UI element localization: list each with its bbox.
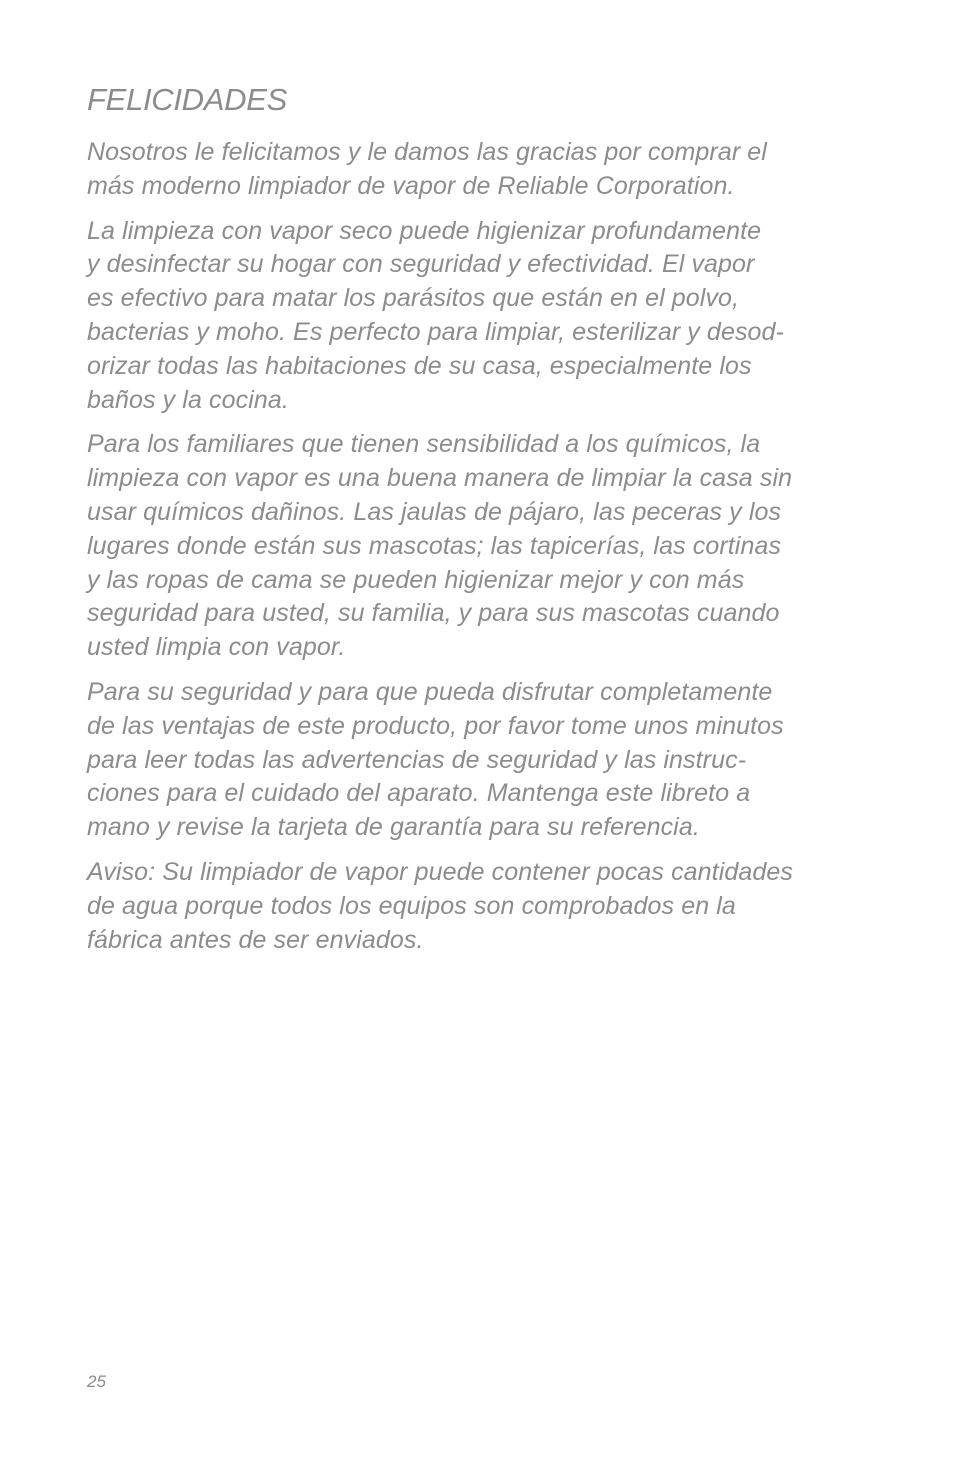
paragraph-line: fábrica antes de ser enviados. — [87, 925, 424, 954]
paragraph-line: de las ventajas de este producto, por favor tome unos minutos — [87, 711, 784, 740]
paragraph-congratulations — [87, 136, 877, 204]
paragraph-line: orizar todas las habitaciones de su casa, especialmente los — [87, 351, 752, 380]
paragraph-line: de agua porque todos los equipos son comprobados en la — [87, 891, 736, 920]
paragraph-line: usted limpia con vapor. — [87, 633, 346, 662]
paragraph-line: bacterias y moho. Es perfecto para limpiar, esterilizar y desod- — [87, 317, 784, 346]
paragraph-line: y desinfectar su hogar con seguridad y efectividad. El vapor — [87, 250, 755, 279]
page-title: FELICIDADES — [87, 82, 287, 117]
paragraph-line: baños y la cocina. — [87, 385, 289, 414]
paragraph-line: Aviso: Su limpiador de vapor puede contener pocas cantidades — [87, 857, 793, 886]
paragraph-line: ciones para el cuidado del aparato. Mantenga este libreto a — [87, 779, 751, 808]
paragraph-steam-cleaning — [87, 215, 877, 418]
page-number: 25 — [87, 1372, 106, 1391]
paragraph-line: es efectivo para matar los parásitos que están en el polvo, — [87, 284, 740, 313]
paragraph-safety — [87, 676, 877, 845]
paragraph-line: para leer todas las advertencias de seguridad y las instruc- — [87, 745, 747, 774]
paragraph-line: más moderno limpiador de vapor de Reliable Corporation. — [87, 171, 735, 200]
paragraph-line: y las ropas de cama se pueden higienizar mejor y con más — [87, 565, 745, 594]
paragraph-line: seguridad para usted, su familia, y para sus mascotas cuando — [87, 599, 780, 628]
paragraph-chemical-sensitivity — [87, 428, 877, 665]
paragraph-line: lugares donde están sus mascotas; las tapicerías, las cortinas — [87, 531, 782, 560]
paragraph-line: mano y revise la tarjeta de garantía para su referencia. — [87, 813, 700, 842]
paragraph-line: La limpieza con vapor seco puede higienizar profundamente — [87, 216, 762, 245]
paragraph-line: Nosotros le felicitamos y le damos las gracias por comprar el — [87, 138, 767, 166]
paragraph-line: limpieza con vapor es una buena manera de limpiar la casa sin — [87, 464, 793, 493]
paragraph-notice — [87, 856, 877, 957]
paragraph-line: usar químicos dañinos. Las jaulas de pájaro, las peceras y los — [87, 497, 782, 526]
paragraph-line: Para su seguridad y para que pueda disfrutar completamente — [87, 677, 773, 706]
paragraph-line: Para los familiares que tienen sensibilidad a los químicos, la — [87, 430, 761, 459]
document-page — [87, 78, 877, 968]
